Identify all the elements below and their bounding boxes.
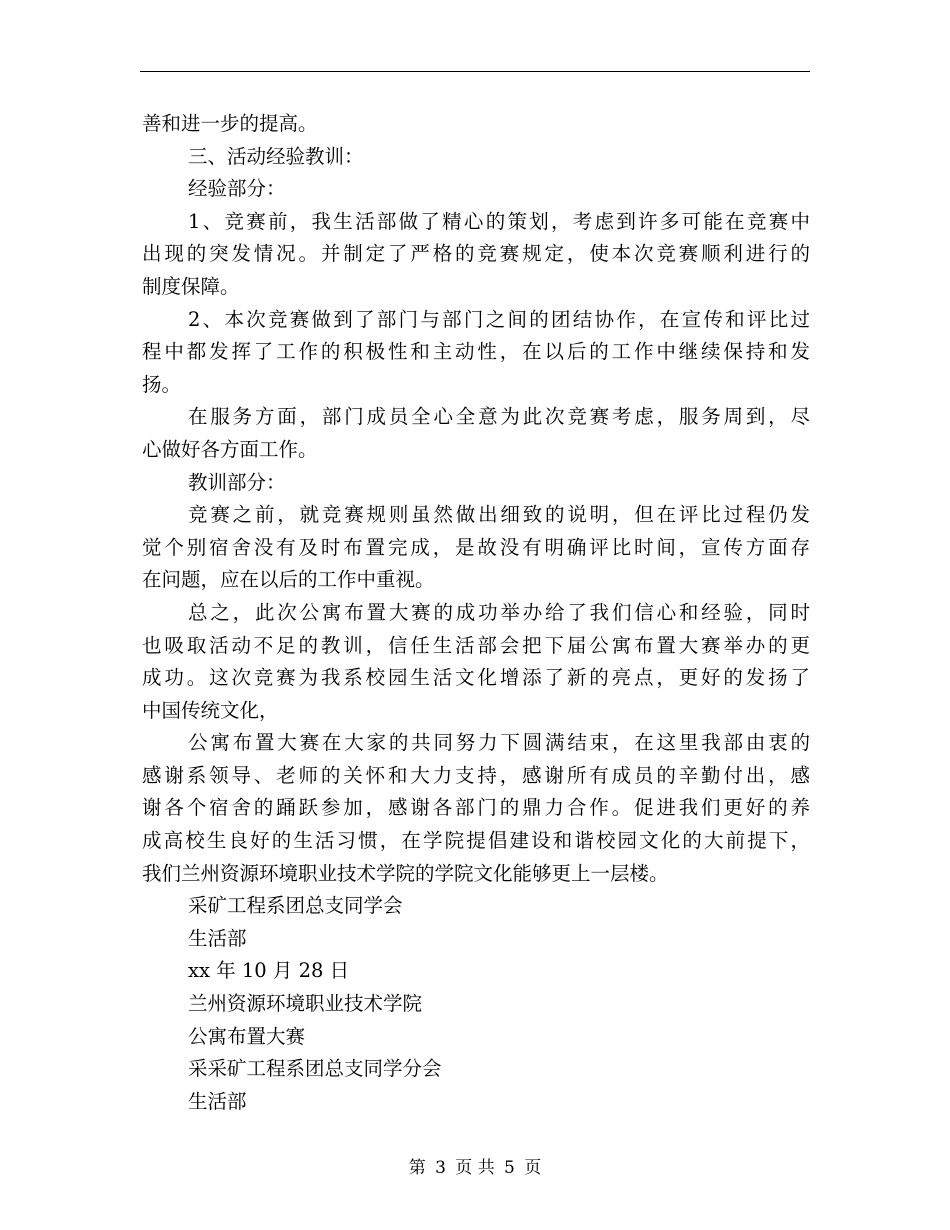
text-line: 采矿工程系团总支同学会 <box>188 894 403 918</box>
document-body <box>142 108 810 1118</box>
text-line: 善和进一步的提高。 <box>142 112 318 135</box>
text-line: 总之，此次公寓布置大赛的成功举办给了我们信心和经验，同时 <box>188 600 810 624</box>
footer-suffix: 页 <box>524 1158 542 1178</box>
footer-current-page: 3 <box>435 1158 446 1178</box>
text-line: 谢各个宿舍的踊跃参加，感谢各部门的鼎力合作。促进我们更好的养 <box>142 796 810 820</box>
text-line: 我们兰州资源环境职业技术学院的学院文化能够更上一层楼。 <box>142 861 669 885</box>
text-line: 感谢系领导、老师的关怀和大力支持，感谢所有成员的辛勤付出，感 <box>142 763 810 787</box>
text-line: 出现的突发情况。并制定了严格的竞赛规定，使本次竞赛顺利进行的 <box>142 242 810 266</box>
text-line: 在问题，应在以后的工作中重视。 <box>142 568 435 592</box>
text-line: 心做好各方面工作。 <box>142 437 318 461</box>
text-line: xx 年 10 月 28 日 <box>188 959 350 983</box>
text-line: 经验部分： <box>188 177 286 201</box>
text-line: 成高校生良好的生活习惯，在学院提倡建设和谐校园文化的大前提下， <box>142 829 810 853</box>
footer-total-pages: 5 <box>504 1158 515 1178</box>
text-line: 1、竞赛前，我生活部做了精心的策划，考虑到许多可能在竞赛中 <box>188 209 810 233</box>
text-line: 三、活动经验教训： <box>188 144 364 168</box>
text-line: 生活部 <box>188 926 247 950</box>
text-line: 生活部 <box>188 1089 247 1113</box>
header-rule <box>140 71 810 72</box>
text-line: 2、本次竞赛做到了部门与部门之间的团结协作，在宣传和评比过 <box>188 307 810 331</box>
text-line: 成功。这次竞赛为我系校园生活文化增添了新的亮点，更好的发扬了 <box>142 666 810 690</box>
text-line: 也吸取活动不足的教训，信任生活部会把下届公寓布置大赛举办的更 <box>142 633 810 657</box>
text-line: 竞赛之前，就竞赛规则虽然做出细致的说明，但在评比过程仍发 <box>188 503 810 527</box>
text-line: 采采矿工程系团总支同学分会 <box>188 1057 442 1081</box>
text-line: 中国传统文化， <box>142 698 279 722</box>
text-line: 程中都发挥了工作的积极性和主动性，在以后的工作中继续保持和发 <box>142 340 810 364</box>
footer-middle: 页 共 <box>455 1158 495 1178</box>
text-line: 觉个别宿舍没有及时布置完成，是故没有明确评比时间，宣传方面存 <box>142 535 810 559</box>
footer-prefix: 第 <box>408 1158 426 1178</box>
page-footer <box>0 1153 950 1178</box>
text-line: 公寓布置大赛 <box>188 1024 306 1048</box>
text-line: 公寓布置大赛在大家的共同努力下圆满结束，在这里我部由衷的 <box>188 731 810 755</box>
text-line: 兰州资源环境职业技术学院 <box>188 992 423 1016</box>
text-line: 在服务方面，部门成员全心全意为此次竞赛考虑，服务周到，尽 <box>188 405 810 429</box>
text-line: 教训部分： <box>188 470 286 494</box>
text-line: 制度保障。 <box>142 274 240 298</box>
text-line: 扬。 <box>142 372 182 396</box>
